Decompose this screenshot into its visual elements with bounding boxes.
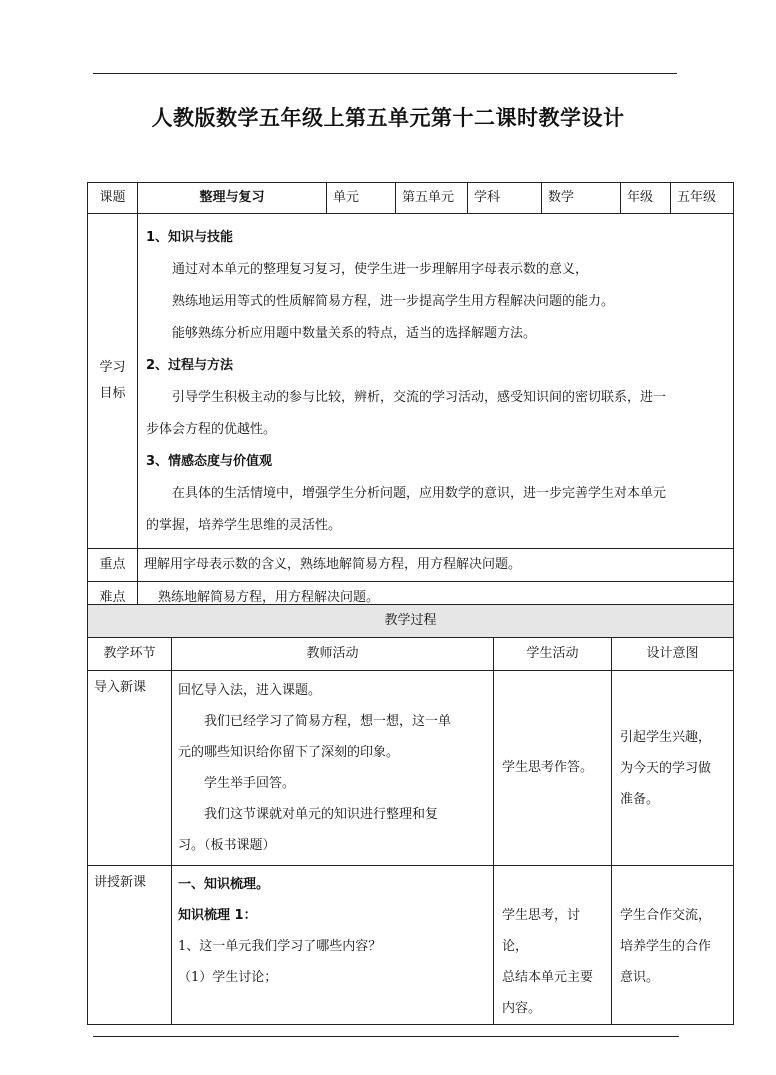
intent-line: 为今天的学习做	[620, 760, 712, 776]
subject-value: 数学	[542, 183, 621, 214]
process-header: 教学过程	[88, 605, 734, 638]
topic-value: 整理与复习	[138, 183, 327, 214]
topic-label: 课题	[88, 183, 138, 214]
column-stage: 教学环节	[88, 638, 172, 671]
intent-cell	[612, 866, 734, 1025]
teacher-line: 1、这一单元我们学习了哪些内容？	[178, 939, 382, 954]
document-title: 人教版数学五年级上第五单元第十二课时教学设计	[151, 106, 625, 130]
grade-value: 五年级	[671, 183, 734, 214]
key-point-text: 理解用字母表示数的含义，熟练地解简易方程，用方程解决问题。	[138, 549, 734, 582]
teacher-cell	[172, 866, 494, 1025]
teacher-cell	[172, 671, 494, 866]
column-teacher: 教师活动	[172, 638, 494, 671]
student-cell	[494, 866, 612, 1025]
teacher-line: （1）学生讨论；	[178, 970, 278, 985]
teacher-line: 我们已经学习了简易方程，想一想，这一单	[204, 714, 452, 729]
intent-line: 引起学生兴趣，	[620, 729, 712, 745]
teacher-line: 回忆导入法，进入课题。	[178, 683, 322, 698]
goals-row	[88, 214, 734, 549]
goals-heading-knowledge: 1、知识与技能	[146, 230, 234, 245]
column-student: 学生活动	[494, 638, 612, 671]
unit-label: 单元	[327, 183, 396, 214]
intent-line: 培养学生的合作	[620, 939, 712, 954]
goals-line: 熟练地运用等式的性质解简易方程，进一步提高学生用方程解决问题的能力。	[172, 294, 615, 309]
goals-line: 步体会方程的优越性。	[146, 422, 277, 437]
grade-label: 年级	[621, 183, 671, 214]
goals-heading-process: 2、过程与方法	[146, 358, 234, 373]
key-point-row	[88, 549, 734, 582]
goals-line: 的掌握，培养学生思维的灵活性。	[146, 518, 342, 533]
process-row-intro	[88, 671, 734, 866]
student-line: 总结本单元主要	[502, 970, 594, 985]
goals-line: 引导学生积极主动的参与比较，辨析，交流的学习活动，感受知识间的密切联系，进一	[172, 390, 667, 405]
intent-line: 意识。	[620, 970, 660, 985]
teacher-line: 一、知识梳理。	[178, 877, 270, 892]
student-line: 学生思考，讨论，	[502, 908, 581, 954]
student-cell: 学生思考作答。	[494, 671, 612, 866]
process-columns-row	[88, 638, 734, 671]
info-table	[87, 182, 734, 615]
unit-value: 第五单元	[396, 183, 468, 214]
stage-cell: 导入新课	[88, 671, 172, 866]
teacher-line: 习。（板书课题）	[178, 838, 276, 853]
teacher-line: 元的哪些知识给你留下了深刻的印象。	[178, 745, 400, 760]
process-table	[87, 604, 734, 1025]
info-row	[88, 183, 734, 214]
teacher-line: 知识梳理 1：	[178, 908, 257, 923]
difficult-point-text: 熟练地解简易方程，用方程解决问题。	[138, 582, 734, 615]
footer-rule	[93, 1036, 679, 1037]
process-header-row	[88, 605, 734, 638]
subject-label: 学科	[468, 183, 542, 214]
goals-label-line1: 学习	[99, 360, 126, 375]
intent-line: 准备。	[620, 791, 660, 807]
key-point-label: 重点	[88, 549, 138, 582]
intent-line: 学生合作交流，	[620, 908, 712, 923]
goals-line: 能够熟练分析应用题中数量关系的特点，适当的选择解题方法。	[172, 326, 537, 341]
header-rule	[93, 73, 677, 74]
goals-content	[138, 214, 734, 549]
intent-cell	[612, 671, 734, 866]
column-intent: 设计意图	[612, 638, 734, 671]
stage-cell: 讲授新课	[88, 866, 172, 1025]
difficult-point-label: 难点	[88, 582, 138, 615]
teacher-line: 我们这节课就对单元的知识进行整理和复	[204, 807, 439, 822]
goals-line: 在具体的生活情境中，增强学生分析问题，应用数学的意识，进一步完善学生对本单元	[172, 486, 667, 501]
process-row-new-lesson	[88, 866, 734, 1025]
goals-line: 通过对本单元的整理复习复习，使学生进一步理解用字母表示数的意义，	[172, 262, 589, 277]
goals-label-line2: 目标	[99, 386, 126, 401]
goals-label	[88, 214, 138, 549]
student-line: 内容。	[502, 1001, 542, 1016]
goals-heading-emotion: 3、情感态度与价值观	[146, 454, 273, 469]
teacher-line: 学生举手回答。	[204, 776, 296, 791]
